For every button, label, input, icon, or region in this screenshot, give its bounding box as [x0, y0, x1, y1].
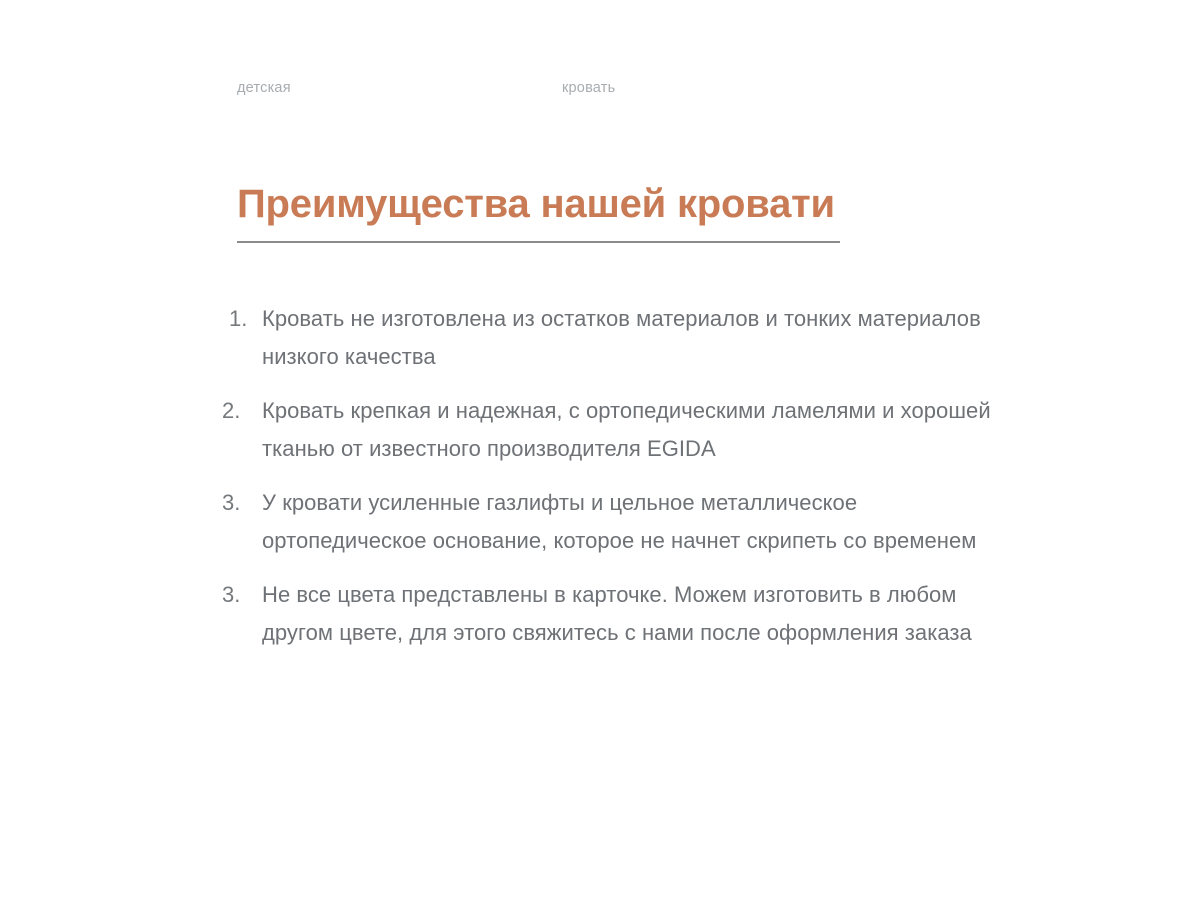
list-item: [222, 392, 1012, 468]
advantages-list: [222, 300, 1012, 652]
list-item-text: Кровать крепкая и надежная, с ортопедическими ламелями и хорошей тканью от известного производителя EGIDA: [262, 398, 991, 461]
list-item-number: 2.: [222, 398, 241, 423]
list-item-text: Не все цвета представлены в карточке. Можем изготовить в любом другом цвете, для этого свяжитесь с нами после оформления заказа: [262, 582, 972, 645]
list-item-number: 3.: [222, 490, 241, 515]
list-item: [222, 300, 1012, 376]
list-item-number: 3.: [222, 582, 241, 607]
header-tag-category: детская: [237, 80, 291, 96]
list-item-number: 1.: [229, 306, 248, 331]
list-item: [222, 576, 1012, 652]
list-item: [222, 484, 1012, 560]
page-title: Преимущества нашей кровати: [237, 182, 835, 226]
header-tag-product: кровать: [562, 80, 616, 96]
header-tag-row: [237, 78, 937, 98]
list-item-text: У кровати усиленные газлифты и цельное металлическое ортопедическое основание, которое не начнет скрипеть со временем: [262, 490, 977, 553]
title-divider: [237, 241, 840, 243]
list-item-text: Кровать не изготовлена из остатков материалов и тонких материалов низкого качества: [262, 306, 981, 369]
